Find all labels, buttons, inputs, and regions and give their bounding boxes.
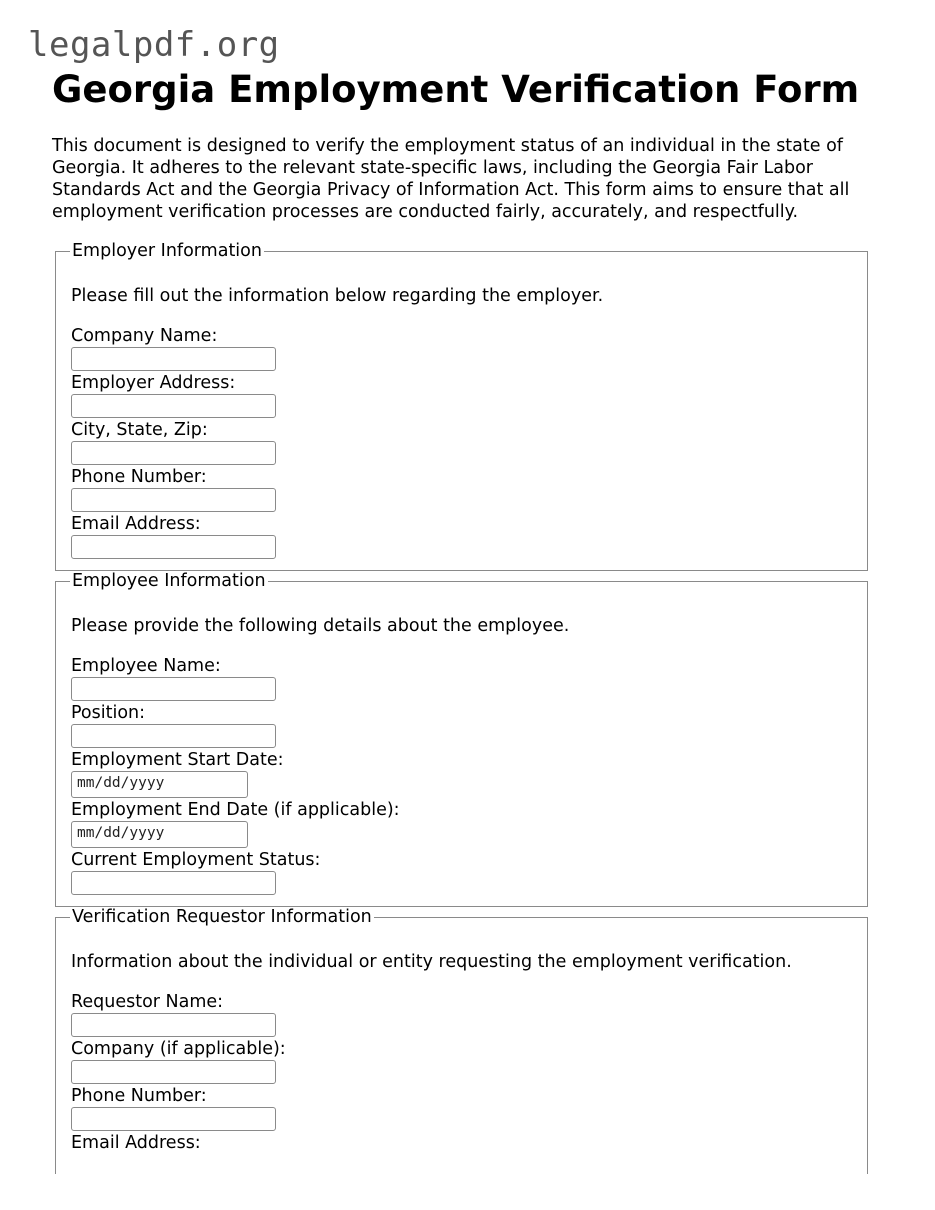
end-date-label: Employment End Date (if applicable):: [71, 800, 400, 821]
employment-status-label: Current Employment Status:: [71, 850, 321, 871]
employee-name-label: Employee Name:: [71, 656, 221, 677]
city-state-zip-label: City, State, Zip:: [71, 420, 208, 441]
requestor-name-label: Requestor Name:: [71, 992, 224, 1013]
page-title: Georgia Employment Verification Form: [52, 68, 860, 111]
requestor-info-legend: Verification Requestor Information: [72, 907, 372, 928]
employer-info-legend: Employer Information: [72, 241, 262, 262]
start-date-input[interactable]: mm/dd/yyyy: [71, 771, 248, 798]
employee-info-legend: Employee Information: [72, 571, 266, 592]
position-label: Position:: [71, 703, 146, 724]
intro-paragraph: This document is designed to verify the employment status of an individual in the state of Georgia. It adheres to the relevant state-specific laws, including the Georgia Fair Labor Standards Act and the Georgia Privacy of Information Act. This form aims to ensure that all employment verification processes are conducted fairly, accurately, and respectfully.: [52, 136, 850, 223]
city-state-zip-input[interactable]: [71, 441, 276, 465]
employer-phone-input[interactable]: [71, 488, 276, 512]
end-date-input[interactable]: mm/dd/yyyy: [71, 821, 248, 848]
company-name-label: Company Name:: [71, 326, 218, 347]
employment-status-input[interactable]: [71, 871, 276, 895]
form-page: [52, 64, 882, 1174]
requestor-phone-input[interactable]: [71, 1107, 276, 1131]
requestor-info-description: Information about the individual or entity requesting the employment verification.: [71, 952, 792, 973]
employee-info-section: [55, 571, 868, 907]
requestor-email-label: Email Address:: [71, 1133, 201, 1154]
employer-email-input[interactable]: [71, 535, 276, 559]
requestor-name-input[interactable]: [71, 1013, 276, 1037]
company-name-input[interactable]: [71, 347, 276, 371]
position-input[interactable]: [71, 724, 276, 748]
requestor-phone-label: Phone Number:: [71, 1086, 207, 1107]
employer-email-label: Email Address:: [71, 514, 201, 535]
requestor-company-input[interactable]: [71, 1060, 276, 1084]
employer-address-input[interactable]: [71, 394, 276, 418]
employer-phone-label: Phone Number:: [71, 467, 207, 488]
site-watermark: legalpdf.org: [28, 25, 280, 65]
start-date-label: Employment Start Date:: [71, 750, 284, 771]
employer-info-section: [55, 241, 868, 571]
employer-info-description: Please fill out the information below regarding the employer.: [71, 286, 604, 307]
employer-address-label: Employer Address:: [71, 373, 236, 394]
employee-name-input[interactable]: [71, 677, 276, 701]
employee-info-description: Please provide the following details about the employee.: [71, 616, 570, 637]
requestor-company-label: Company (if applicable):: [71, 1039, 286, 1060]
requestor-info-section: [55, 907, 868, 1174]
